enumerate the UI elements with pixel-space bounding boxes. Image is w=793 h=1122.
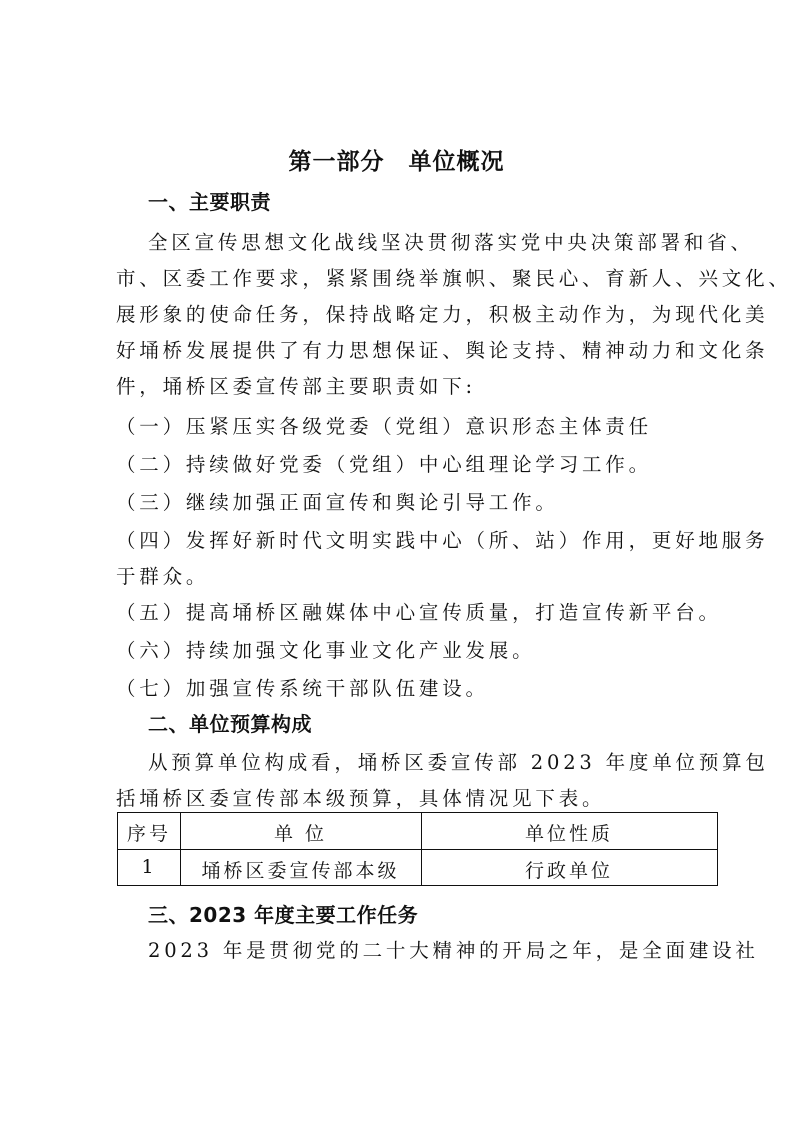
table-cell: 埇桥区委宣传部本级 <box>201 860 400 882</box>
paragraph-line: 全区宣传思想文化战线坚决贯彻落实党中央决策部署和省、 <box>148 231 754 254</box>
paragraph-line: 2023 年是贯彻党的二十大精神的开局之年，是全面建设社 <box>148 939 759 962</box>
section-heading-duties: 一、主要职责 <box>148 190 271 214</box>
paragraph-line: 市、区委工作要求，紧紧围绕举旗帜、聚民心、育新人、兴文化、 <box>116 267 792 290</box>
duty-item: （一）压紧压实各级党委（党组）意识形态主体责任 <box>116 415 652 438</box>
duty-item: （二）持续做好党委（党组）中心组理论学习工作。 <box>116 453 652 476</box>
table-cell: 1 <box>141 856 157 878</box>
duty-item: （三）继续加强正面宣传和舆论引导工作。 <box>116 491 559 514</box>
title-part: 第一部分 <box>288 149 385 175</box>
duty-item: （六）持续加强文化事业文化产业发展。 <box>116 639 536 662</box>
duty-item: （四）发挥好新时代文明实践中心（所、站）作用，更好地服务 <box>116 529 769 552</box>
paragraph-line: 从预算单位构成看，埇桥区委宣传部 2023 年度单位预算包 <box>148 751 769 774</box>
paragraph-line: 展形象的使命任务，保持战略定力，积极主动作为，为现代化美 <box>116 303 769 326</box>
page-title <box>0 143 793 176</box>
table-header-cell: 序号 <box>126 823 171 845</box>
paragraph-line: 括埇桥区委宣传部本级预算，具体情况见下表。 <box>116 787 606 810</box>
table-header-cell: 单 位 <box>273 823 328 845</box>
duty-item: 于群众。 <box>116 565 210 588</box>
table-cell: 行政单位 <box>524 860 613 882</box>
budget-unit-table <box>117 812 718 886</box>
section-heading-work-tasks: 三、2023 年度主要工作任务 <box>148 903 419 927</box>
duty-item: （七）加强宣传系统干部队伍建设。 <box>116 677 489 700</box>
table-row-divider <box>118 849 717 850</box>
paragraph-line: 好埇桥发展提供了有力思想保证、舆论支持、精神动力和文化条 <box>116 339 769 362</box>
table-header-cell: 单位性质 <box>524 823 613 845</box>
duty-item: （五）提高埇桥区融媒体中心宣传质量，打造宣传新平台。 <box>116 601 722 624</box>
paragraph-line: 件，埇桥区委宣传部主要职责如下: <box>116 375 476 398</box>
title-name: 单位概况 <box>408 149 505 175</box>
section-heading-budget-composition: 二、单位预算构成 <box>148 712 312 736</box>
